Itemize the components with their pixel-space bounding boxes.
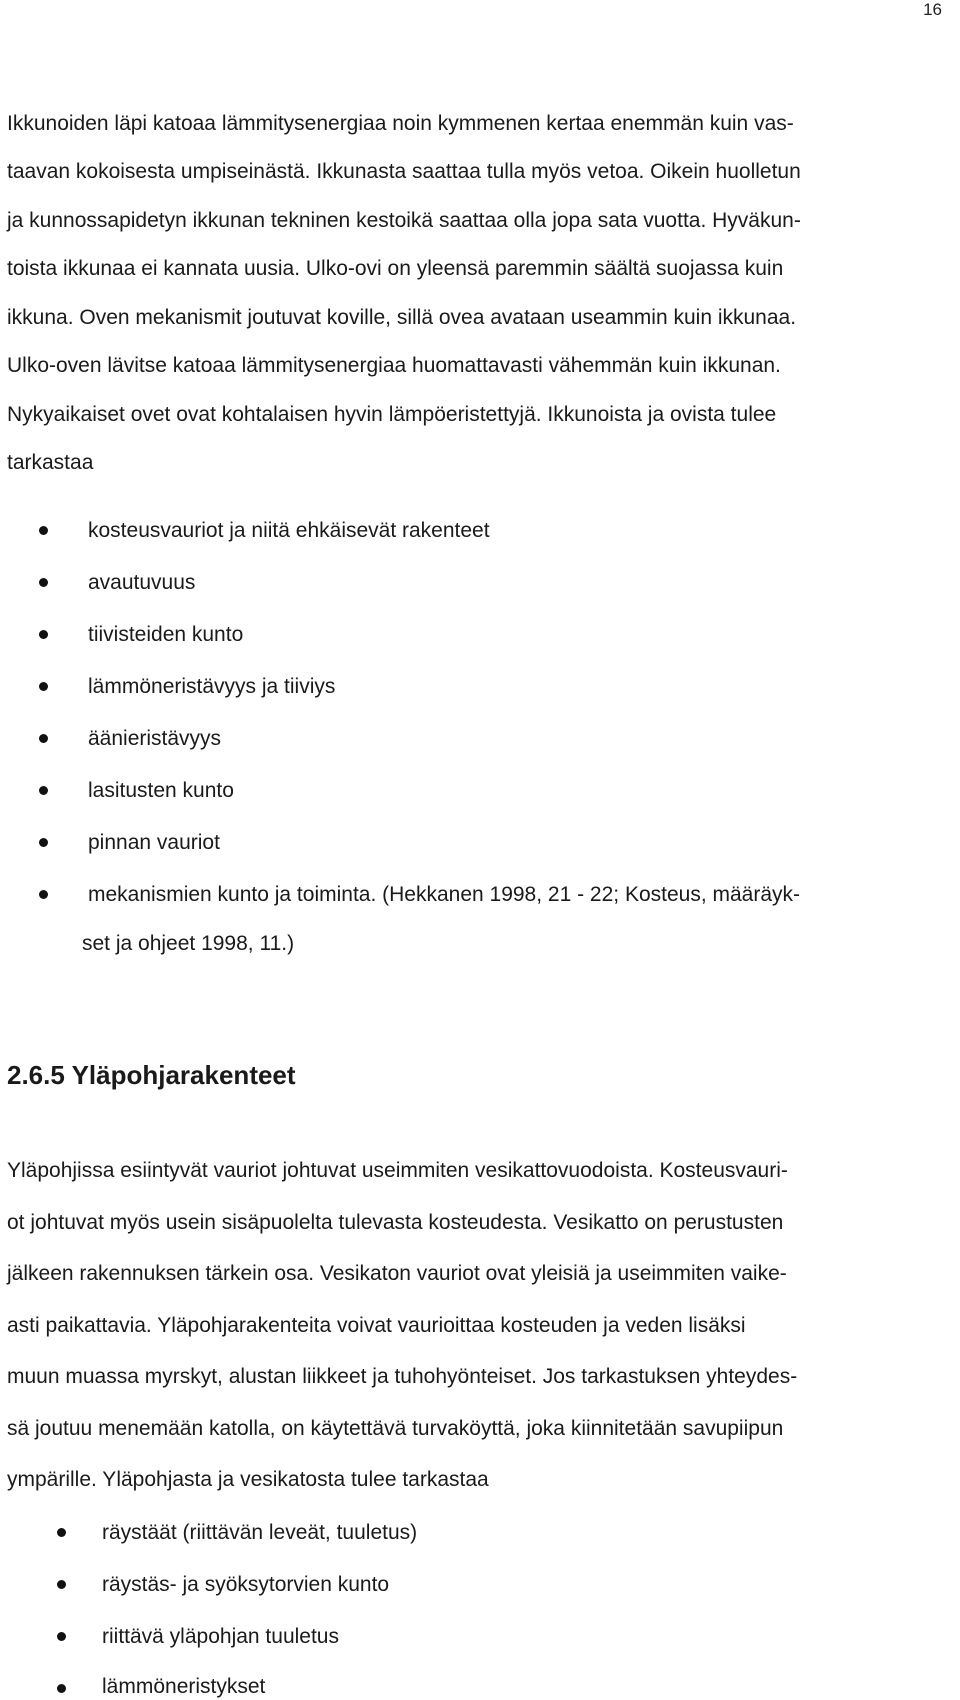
- section-heading: 2.6.5 Yläpohjarakenteet: [7, 1060, 296, 1090]
- paragraph-line: asti paikattavia. Yläpohjarakenteita voivat vaurioittaa kosteuden ja veden lisäksi: [7, 1314, 746, 1337]
- bullet-icon: [57, 1684, 66, 1693]
- paragraph-line: Yläpohjissa esiintyvät vauriot johtuvat useimmiten vesikattovuodoista. Kosteusvauri-: [7, 1159, 788, 1182]
- list-item-text: riittävä yläpohjan tuuletus: [102, 1625, 339, 1648]
- list-item-text: räystäät (riittävän leveät, tuuletus): [102, 1521, 418, 1544]
- list-item-text: kosteusvauriot ja niitä ehkäisevät rakenteet: [88, 519, 490, 542]
- list-item-text: tiivisteiden kunto: [88, 623, 244, 646]
- paragraph-line: toista ikkunaa ei kannata uusia. Ulko-ovi on yleensä paremmin säältä suojassa kuin: [7, 257, 784, 280]
- list-item-continuation: set ja ohjeet 1998, 11.): [82, 932, 295, 955]
- list-item-text: avautuvuus: [88, 571, 196, 594]
- bullet-icon: [39, 890, 48, 899]
- list-item-text: lämmöneristykset: [102, 1675, 266, 1698]
- bullet-icon: [39, 526, 48, 535]
- paragraph-line: sä joutuu menemään katolla, on käytettävä turvaköyttä, joka kiinnitetään savupiipun: [7, 1417, 784, 1440]
- list-item-text: lasitusten kunto: [88, 779, 234, 802]
- bullet-icon: [39, 682, 48, 691]
- page-number: 16: [923, 0, 942, 19]
- paragraph-line: muun muassa myrskyt, alustan liikkeet ja tuhohyönteiset. Jos tarkastuksen yhteydes-: [7, 1365, 798, 1388]
- bullet-icon: [39, 734, 48, 743]
- list-item-text: lämmöneristävyys ja tiiviys: [88, 675, 336, 698]
- paragraph-line: Ikkunoiden läpi katoaa lämmitysenergiaa noin kymmenen kertaa enemmän kuin vas-: [7, 112, 794, 135]
- paragraph-line: ja kunnossapidetyn ikkunan tekninen kestoikä saattaa olla jopa sata vuotta. Hyväkun-: [7, 209, 801, 232]
- list-item-text: äänieristävyys: [88, 727, 222, 750]
- paragraph-line: tarkastaa: [7, 451, 94, 474]
- list-item-text: pinnan vauriot: [88, 831, 220, 854]
- bullet-icon: [39, 786, 48, 795]
- paragraph-line: Nykyaikaiset ovet ovat kohtalaisen hyvin lämpöeristettyjä. Ikkunoista ja ovista tulee: [7, 403, 777, 426]
- paragraph-line: ympärille. Yläpohjasta ja vesikatosta tulee tarkastaa: [7, 1468, 489, 1491]
- paragraph-line: Ulko-oven lävitse katoaa lämmitysenergiaa huomattavasti vähemmän kuin ikkunan.: [7, 354, 781, 377]
- bullet-icon: [39, 630, 48, 639]
- paragraph-line: jälkeen rakennuksen tärkein osa. Vesikaton vauriot ovat yleisiä ja useimmiten vaike-: [7, 1262, 787, 1285]
- list-item-text: mekanismien kunto ja toiminta. (Hekkanen 1998, 21 - 22; Kosteus, määräyk-: [88, 883, 801, 906]
- paragraph-line: ot johtuvat myös usein sisäpuolelta tulevasta kosteudesta. Vesikatto on perustusten: [7, 1211, 784, 1234]
- bullet-icon: [39, 578, 48, 587]
- bullet-icon: [57, 1580, 66, 1589]
- list-item-text: räystäs- ja syöksytorvien kunto: [102, 1573, 390, 1596]
- bullet-icon: [39, 838, 48, 847]
- paragraph-line: taavan kokoisesta umpiseinästä. Ikkunasta saattaa tulla myös vetoa. Oikein huolletun: [7, 160, 801, 183]
- paragraph-line: ikkuna. Oven mekanismit joutuvat koville, sillä ovea avataan useammin kuin ikkunaa.: [7, 306, 797, 329]
- bullet-icon: [57, 1528, 66, 1537]
- bullet-icon: [57, 1632, 66, 1641]
